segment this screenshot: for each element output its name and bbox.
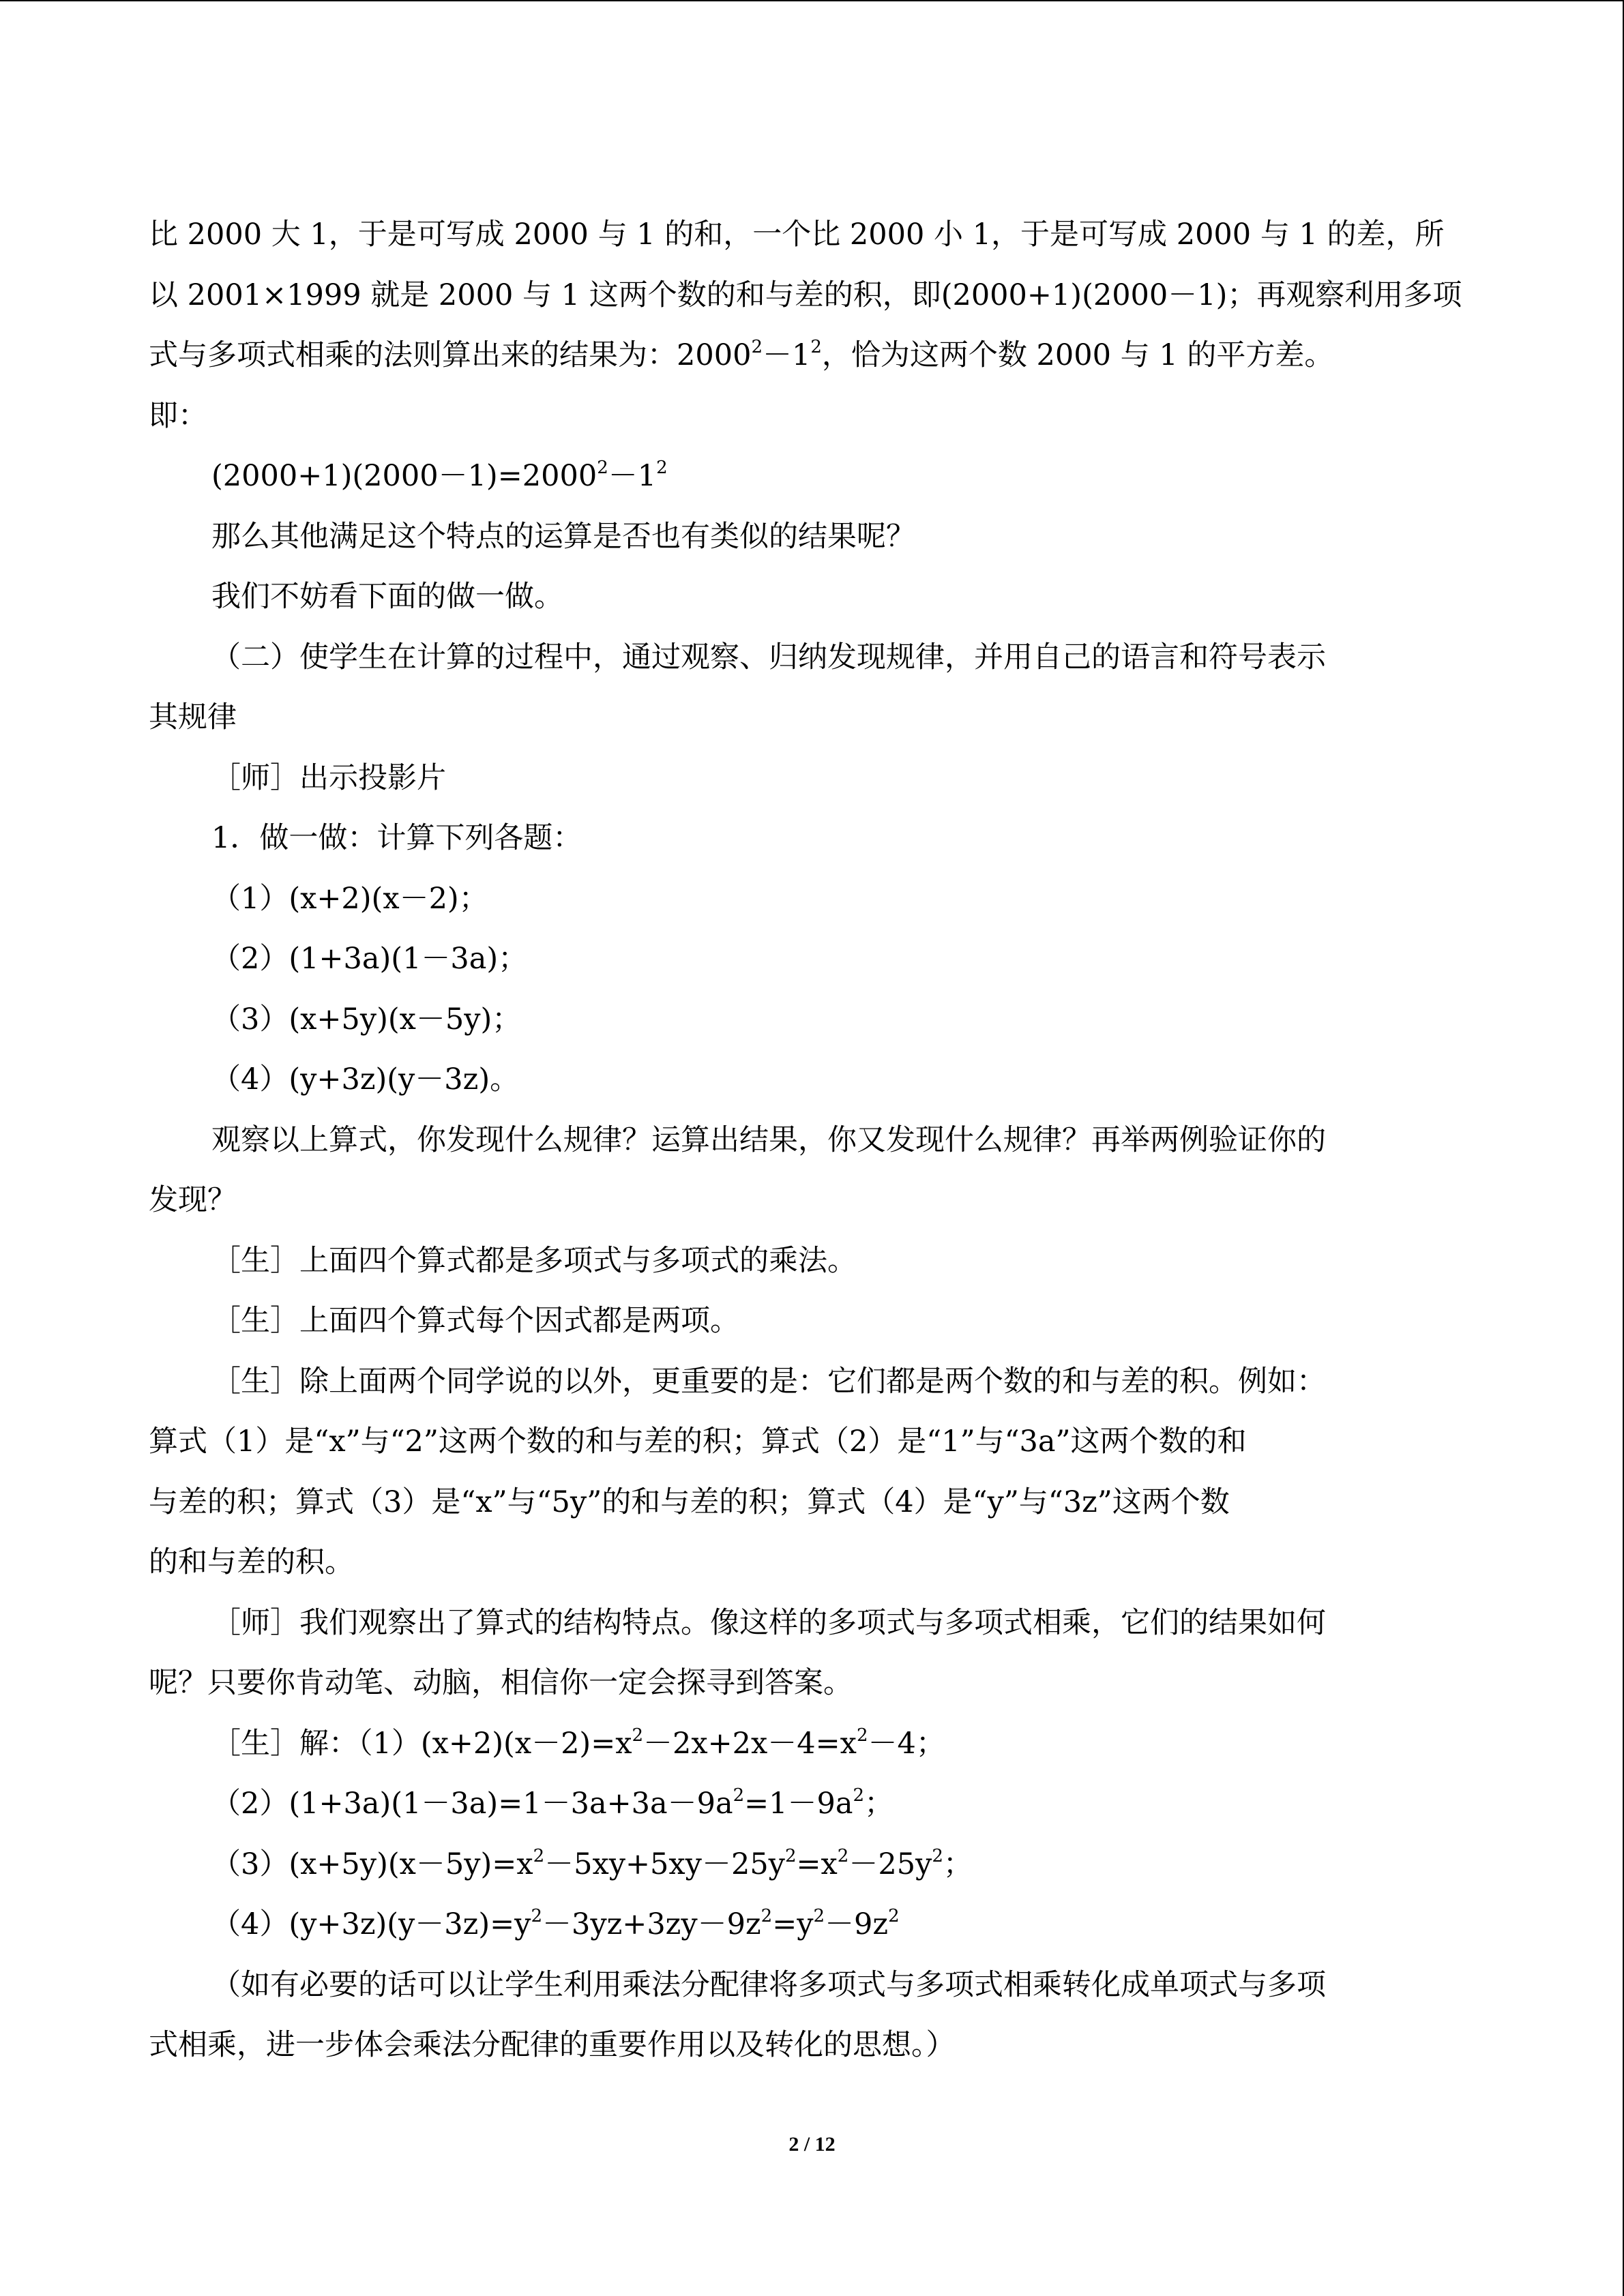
solution-line: ［生］解：$(1)(x+2)(x-2)=x^2-2x+2x-4=x^2-4$； — [211, 1725, 945, 1761]
text-line: 1．做一做：计算下列各题： — [211, 821, 582, 855]
solution-line: $(4)(y+3z)(y-3z)=y^2-3yz+3zy-9z^2=y^2-9z^2$ — [211, 1905, 900, 1941]
section-heading: （二）使学生在计算的过程中，通过观察、归纳发现规律，并用自己的语言和符号表示 — [211, 640, 1326, 674]
text-line: ［师］出示投影片 — [211, 760, 446, 795]
page-number: 2 / 12 — [788, 2133, 836, 2156]
text-line: 的和与差的积。 — [149, 1545, 354, 1579]
text-line: 以 2001×1999 就是 2000 与 1 这两个数的和与差的积，即(2000+1)(2000－1)；再观察利用多项 — [149, 278, 1462, 312]
solution-line: $(3)(x+5y)(x-5y)=x^2-5xy+5xy-25y^2=x^2-25y^2$； — [211, 1845, 973, 1881]
text-line: 我们不妨看下面的做一做。 — [211, 580, 563, 614]
text-line: 那么其他满足这个特点的运算是否也有类似的结果呢？ — [211, 519, 915, 554]
text-line: ［生］上面四个算式每个因式都是两项。 — [211, 1304, 739, 1338]
exercise-item: （2）(1+3a)(1－3a)； — [211, 942, 528, 976]
text-line: ［生］除上面两个同学说的以外，更重要的是：它们都是两个数的和与差的积。例如： — [211, 1364, 1326, 1399]
text-line: 式相乘，进一步体会乘法分配律的重要作用以及转化的思想。） — [149, 2028, 956, 2062]
text-line: 其规律 — [149, 700, 237, 734]
top-border — [0, 0, 1624, 1]
exercise-item: （1）(x+2)(x－2)； — [211, 881, 488, 916]
exercise-item: （3）(x+5y)(x－5y)； — [211, 1002, 522, 1037]
text-line: 即： — [149, 398, 207, 433]
text-line: 呢？只要你肯动笔、动脑，相信你一定会探寻到答案。 — [149, 1666, 853, 1700]
text-line: 算式（1）是“x”与“2”这两个数的和与差的积；算式（2）是“1”与“3a”这两个数的和 — [149, 1425, 1247, 1459]
text-line: 式与多项式相乘的法则算出来的结果为：$2000^2-1^2$，恰为这两个数 2000 与 1 的平方差。 — [149, 336, 1334, 372]
body-text — [149, 205, 1475, 2076]
equation-line: $(2000+1)(2000-1)=2000^2-1^2$ — [211, 457, 668, 493]
text-line: ［生］上面四个算式都是多项式与多项式的乘法。 — [211, 1243, 857, 1278]
text-line: （如有必要的话可以让学生利用乘法分配律将多项式与多项式相乘转化成单项式与多项 — [211, 1967, 1326, 2002]
text-line: ［师］我们观察出了算式的结构特点。像这样的多项式与多项式相乘，它们的结果如何 — [211, 1605, 1326, 1640]
text-line: 观察以上算式，你发现什么规律？运算出结果，你又发现什么规律？再举两例验证你的 — [211, 1122, 1326, 1157]
text-line: 比 2000 大 1，于是可写成 2000 与 1 的和，一个比 2000 小 1，于是可写成 2000 与 1 的差，所 — [149, 218, 1445, 252]
text-line: 与差的积；算式（3）是“x”与“5y”的和与差的积；算式（4）是“y”与“3z”这两个数 — [149, 1485, 1230, 1519]
exercise-item: （4）(y+3z)(y－3z)。 — [211, 1062, 520, 1097]
solution-line: $(2)(1+3a)(1-3a)=1-3a+3a-9a^2=1-9a^2$； — [211, 1785, 894, 1821]
text-line: 发现？ — [149, 1183, 237, 1217]
